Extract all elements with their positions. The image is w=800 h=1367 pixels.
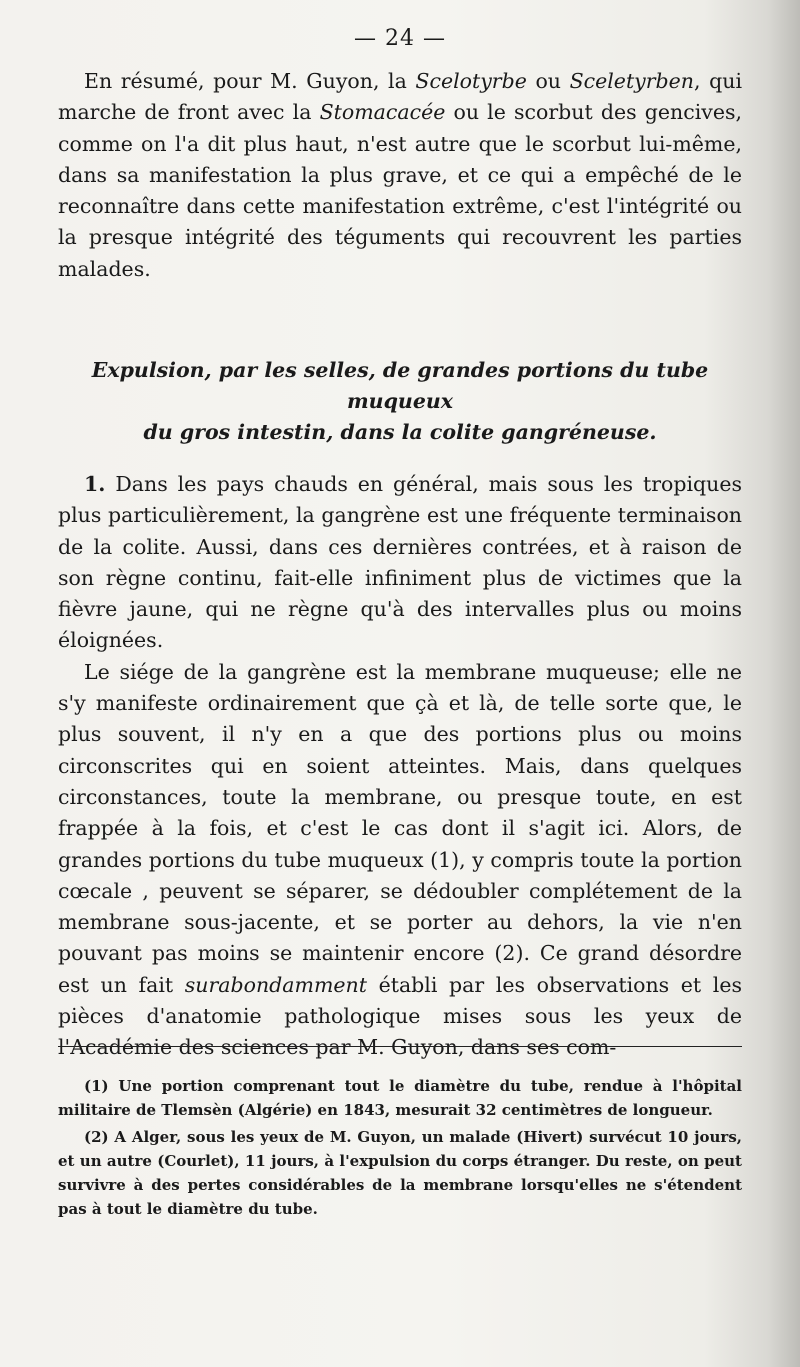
summary-text-2: ou — [526, 69, 570, 93]
section-heading — [58, 355, 742, 448]
section-heading-line-2: du gros intestin, dans la colite gangréneuse. — [143, 420, 657, 444]
summary-term-stomacacee: Stomacacée — [319, 100, 446, 125]
footnote-2: (2) A Alger, sous les yeux de M. Guyon, un malade (Hivert) survécut 10 jours, et un autre (Courlet), 11 jours, à l'expulsion du corps étranger. Du reste, on peut survivre à des pertes considérables de la membrane lorsqu'elles ne s'étendent pas à tout le diamètre du tube. — [58, 1128, 742, 1218]
summary-text-1: En résumé, pour M. Guyon, la — [84, 69, 416, 93]
footnote-1: (1) Une portion comprenant tout le diamètre du tube, rendue à l'hôpital militaire de Tlemsèn (Algérie) en 1843, mesurait 32 centimètres de longueur. — [58, 1077, 742, 1119]
summary-text-4: ou le scorbut des gencives, comme on l'a dit plus haut, n'est autre que le scorbut lui-même, dans sa manifestation la plus grave, et ce qui a empêché de le reconnaître dans cette manifestation extrême, c'est l'intégrité ou la presque intégrité des téguments qui recouvrent les parties malades. — [58, 100, 743, 281]
paragraph-2 — [58, 657, 742, 1064]
paragraph-2-text-1: Le siége de la gangrène est la membrane muqueuse; elle ne s'y manifeste ordinairement que çà et là, de telle sorte que, le plus souvent, il n'y en a que des portions plus ou moins circonscrites qui en soient atteintes. Mais, dans quelques circonstances, toute la membrane, ou presque toute, en est frappée à la fois, et c'est le cas dont il s'agit ici. Alors, de grandes portions du tube muqueux (1), y compris toute la portion cœcale , peuvent se séparer, se dédoubler complétement de la membrane sous-jacente, et se porter au dehors, la vie n'en pouvant pas moins se maintenir encore (2). Ce grand désordre est un fait — [58, 659, 742, 997]
section-heading-line-1: Expulsion, par les selles, de grandes portions du tube muqueux — [91, 358, 709, 413]
paragraph-number: 1. — [84, 472, 106, 496]
body-text — [58, 469, 742, 1064]
footnotes — [58, 1074, 742, 1221]
footnote-divider — [58, 1046, 742, 1047]
summary-text-3: , qui marche de front avec la — [58, 69, 743, 125]
summary-paragraph — [58, 66, 742, 285]
paragraph-1-text: Dans les pays chauds en général, mais sous les tropiques plus particulièrement, la gangrène est une fréquente terminaison de la colite. Aussi, dans ces dernières contrées, et à raison de son règne continu, fait-elle infiniment plus de victimes que la fièvre jaune, qui ne règne qu'à des intervalles plus ou moins éloignées. — [58, 472, 742, 653]
page-number: — 24 — — [354, 26, 446, 51]
paragraph-1 — [58, 469, 742, 657]
summary-term-scelotyrbe: Scelotyrbe — [415, 69, 527, 93]
paragraph-2-text-2: établi par les observations et les pièces d'anatomie pathologique mises sous les yeux de l'Académie des sciences par M. Guyon, dans ses com- — [58, 972, 742, 1060]
paragraph-2-emphasis: surabondamment — [184, 972, 367, 997]
summary-term-sceletyrben: Sceletyrben — [569, 69, 695, 93]
